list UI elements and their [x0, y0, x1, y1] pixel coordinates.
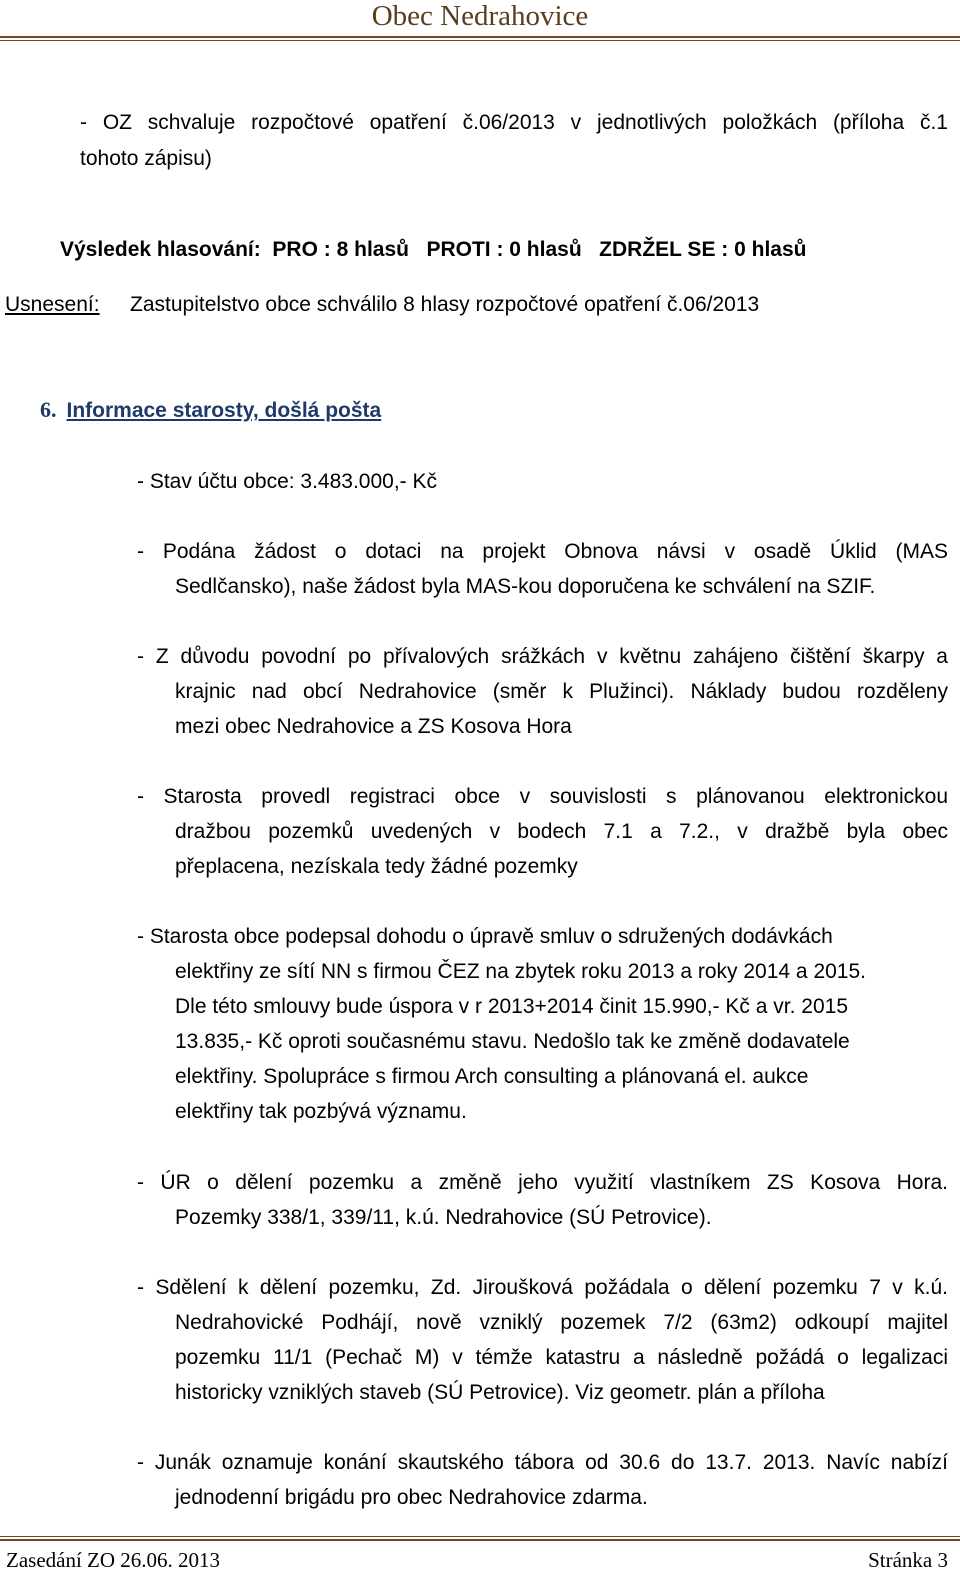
item-ur-line-2: Pozemky 338/1, 339/11, k.ú. Nedrahovice (SÚ Petrovice).: [175, 1206, 712, 1229]
footer-page-number: Stránka 3: [868, 1548, 948, 1572]
item-division-line-2: Nedrahovické Podhájí, nově vzniklý pozemek 7/2 (63m2) odkoupí majitel: [175, 1311, 948, 1334]
item-division-line-1: - Sdělení k dělení pozemku, Zd. Jiroušková požádala o dělení pozemku 7 v k.ú.: [137, 1276, 948, 1299]
resolution-label: Usnesení:: [5, 293, 100, 316]
item-ur-line-1: - ÚR o dělení pozemku a změně jeho využití vlastníkem ZS Kosova Hora.: [137, 1171, 948, 1194]
header-rule: [0, 36, 960, 38]
item-junak-line-2: jednodenní brigádu pro obec Nedrahovice zdarma.: [175, 1486, 648, 1509]
item-energy-line-5: elektřiny. Spolupráce s firmou Arch consulting a plánovaná el. aukce: [175, 1065, 809, 1088]
section-number: 6.: [40, 397, 57, 422]
footer-meeting-date: Zasedání ZO 26.06. 2013: [6, 1548, 221, 1572]
item-flood-line-1: - Z důvodu povodní po přívalových srážkách v květnu zahájeno čištění škarpy a: [137, 645, 948, 668]
item-grant-line-2: Sedlčansko), naše žádost byla MAS-kou doporučena ke schválení na SZIF.: [175, 575, 876, 598]
header-rule-thin: [0, 40, 960, 41]
item-division-line-3: pozemku 11/1 (Pechač M) v témže katastru a následně požádá o legalizaci: [175, 1346, 948, 1369]
item-flood-line-3: mezi obec Nedrahovice a ZS Kosova Hora: [175, 715, 572, 738]
item-division-line-4: historicky vzniklých staveb (SÚ Petrovice). Viz geometr. plán a příloha: [175, 1381, 825, 1404]
approval-line-1: - OZ schvaluje rozpočtové opatření č.06/2013 v jednotlivých položkách (příloha č.1: [80, 111, 948, 134]
item-auction-line-2: dražbou pozemků uvedených v bodech 7.1 a 7.2., v dražbě byla obec: [175, 820, 948, 843]
approval-line-2: tohoto zápisu): [80, 147, 212, 170]
footer-rule: [0, 1539, 960, 1541]
item-flood-line-2: krajnic nad obcí Nedrahovice (směr k Plužinci). Náklady budou rozděleny: [175, 680, 948, 703]
item-auction-line-3: přeplacena, nezískala tedy žádné pozemky: [175, 855, 578, 878]
page-header-title: Obec Nedrahovice: [371, 0, 589, 32]
resolution-text: Zastupitelstvo obce schválilo 8 hlasy rozpočtové opatření č.06/2013: [130, 293, 760, 316]
item-grant-line-1: - Podána žádost o dotaci na projekt Obnova návsi v osadě Úklid (MAS: [137, 540, 948, 563]
item-junak-line-1: - Junák oznamuje konání skautského tábora od 30.6 do 13.7. 2013. Navíc nabízí: [137, 1451, 948, 1474]
item-energy-line-1: - Starosta obce podepsal dohodu o úpravě smluv o sdružených dodávkách: [137, 925, 833, 948]
item-energy-line-6: elektřiny tak pozbývá významu.: [175, 1100, 467, 1123]
vote-result: Výsledek hlasování: PRO : 8 hlasů PROTI : 0 hlasů ZDRŽEL SE : 0 hlasů: [60, 238, 807, 261]
item-balance: - Stav účtu obce: 3.483.000,- Kč: [137, 470, 438, 493]
footer-rule-thin: [0, 1536, 960, 1537]
section-heading: [40, 397, 381, 424]
item-energy-line-4: 13.835,- Kč oproti současnému stavu. Nedošlo tak ke změně dodavatele: [175, 1030, 850, 1053]
item-energy-line-3: Dle této smlouvy bude úspora v r 2013+2014 činit 15.990,- Kč a vr. 2015: [175, 995, 848, 1018]
item-energy-line-2: elektřiny ze sítí NN s firmou ČEZ na zbytek roku 2013 a roky 2014 a 2015.: [175, 960, 866, 983]
section-title: Informace starosty, došlá pošta: [66, 399, 382, 422]
item-auction-line-1: - Starosta provedl registraci obce v souvislosti s plánovanou elektronickou: [137, 785, 948, 808]
